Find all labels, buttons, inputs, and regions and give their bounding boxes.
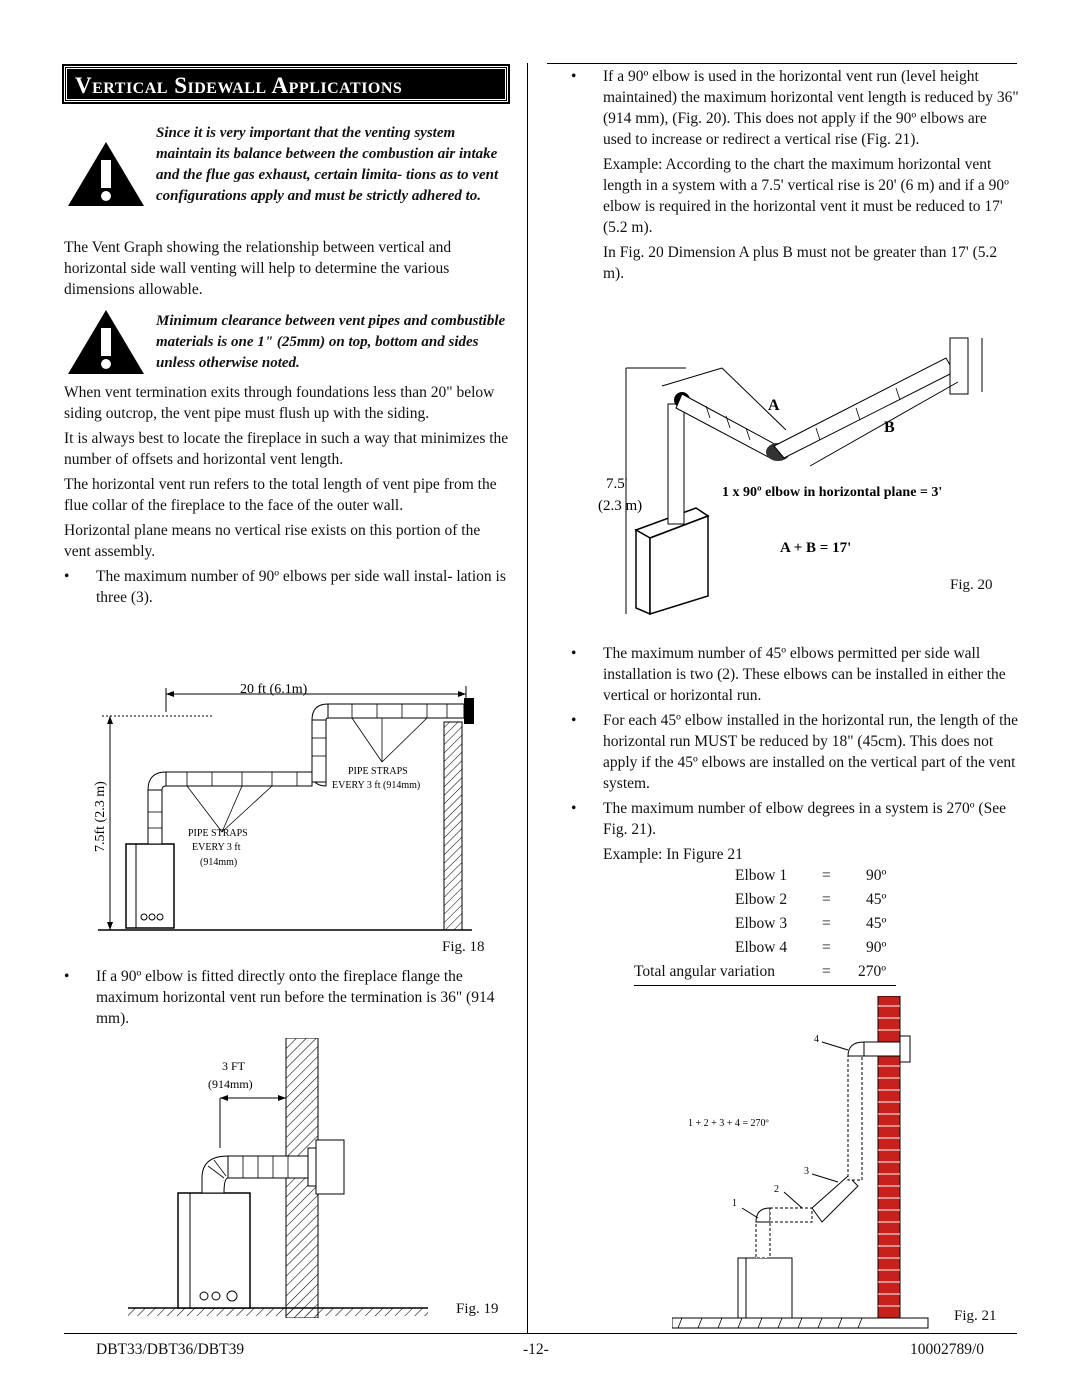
warning-text-2: Minimum clearance between vent pipes and combustible materials is one 1" (25mm) on top, bottom and sides unless otherwise noted. (156, 313, 506, 371)
section-heading-text: Vertical Sidewall Applications (75, 73, 403, 98)
fig20-rise-ft: 7.5' (606, 476, 628, 492)
fig18-vertical-label: 7.5ft (2.3 m) (93, 781, 108, 852)
bullet-max-degrees: • The maximum number of elbow degrees in a system is 270º (See Fig. 21). (571, 798, 1019, 840)
fig19-caption: Fig. 19 (456, 1301, 499, 1317)
footer-page-number: -12- (523, 1341, 549, 1358)
elbow-value: 45º (866, 915, 887, 932)
elbow-eq: = (822, 939, 831, 956)
elbow-value: 90º (866, 867, 887, 884)
fig19-label-mm: (914mm) (208, 1077, 253, 1091)
bullet-fitted-elbow: • If a 90º elbow is fitted directly onto the fireplace flange the maximum horizontal vent run before the termination is 36" (914 mm). (64, 966, 510, 1029)
fig20-dimension-text: In Fig. 20 Dimension A plus B must not be greater than 17' (5.2 m). (603, 244, 998, 282)
figure-20 (596, 318, 1016, 618)
bullet-level-height: • If a 90º elbow is used in the horizontal vent run (level height maintained) the maximum horizontal vent length is reduced by 36" (914 mm), (Fig. 20). This does not apply if the 90º elbows are used to increase or redirect a vertical rise (Fig. 21). (571, 66, 1019, 150)
elbow-label: Elbow 2 (735, 891, 788, 908)
elbow-label: Elbow 4 (735, 939, 788, 956)
example-figure-21: Example: In Figure 21 (603, 846, 743, 863)
elbow-row (634, 889, 904, 913)
warning-text-1: Since it is very important that the venting system maintain its balance between the combustion air intake and the flue gas exhaust, certain limita- tions as to vent configurations apply and must be strictly adhered to. (156, 125, 499, 204)
fig21-formula: 1 + 2 + 3 + 4 = 270º (688, 1118, 769, 1129)
example-chart: Example: According to the chart the maximum horizontal vent length in a system with a 7.5' vertical rise is 20' (6 m) and if a 90º elbow is required in the horizontal vent it must be reduced to 17' (5.2 m). (603, 156, 1009, 236)
fig18-straps-right: PIPE STRAPS (348, 766, 408, 777)
fig21-n4: 4 (814, 1034, 819, 1045)
fig18-horizontal-label: 20 ft (6.1m) (240, 682, 308, 697)
elbow-label: Elbow 3 (735, 915, 788, 932)
column-divider (527, 63, 528, 1333)
fig18-caption: Fig. 18 (442, 939, 485, 955)
fig18-straps-left-every: EVERY 3 ft (192, 842, 241, 853)
elbow-eq: = (822, 867, 831, 884)
fig20-sum: A + B = 17' (780, 540, 852, 556)
fig21-n2: 2 (774, 1184, 779, 1195)
elbow-row (634, 937, 904, 961)
left-body-text (64, 382, 510, 612)
fig18-straps-right-every: EVERY 3 ft (914mm) (332, 780, 421, 791)
fig20-caption: Fig. 20 (950, 577, 993, 593)
bullet-max-90: • The maximum number of 90º elbows per side wall instal- lation is three (3). (64, 566, 510, 608)
section-heading (64, 66, 508, 102)
elbow-total-row (634, 961, 896, 986)
elbow-row (634, 913, 904, 937)
figure-19 (128, 1038, 518, 1318)
elbow-row (634, 865, 904, 889)
right-body-text-2 (571, 643, 1019, 869)
elbow-value: 45º (866, 891, 887, 908)
footer-document-id: 10002789/0 (910, 1341, 985, 1358)
bullet-each-45: • For each 45º elbow installed in the horizontal run, the length of the horizontal run MUST be reduced by 18" (45cm). This does not apply if the 45º elbows are installed on the vertical part of the vent system. (571, 710, 1019, 794)
elbow-eq: = (822, 891, 831, 908)
fig18-straps-left-mm: (914mm) (200, 857, 238, 868)
fig20-label-b: B (884, 419, 895, 436)
para-horizontal-plane: Horizontal plane means no vertical rise exists on this portion of the vent assembly. (64, 522, 481, 560)
fig21-caption: Fig. 21 (954, 1308, 997, 1324)
fig20-label-a: A (768, 397, 780, 414)
figure-18 (92, 672, 502, 934)
para-locate: It is always best to locate the fireplace in such a way that minimizes the number of offsets and horizontal vent length. (64, 430, 509, 468)
warning-icon-2 (66, 308, 146, 376)
elbow-eq: = (822, 915, 831, 932)
elbow-value: 90º (866, 939, 887, 956)
elbow-table (634, 865, 904, 986)
elbow-label: Elbow 1 (735, 867, 788, 884)
left-body-text-2 (64, 966, 510, 1033)
fig19-label-ft: 3 FT (222, 1059, 246, 1073)
para-horizontal-run: The horizontal vent run refers to the total length of vent pipe from the flue collar of the fireplace to the face of the outer wall. (64, 476, 497, 514)
para-vent-graph: The Vent Graph showing the relationship between vertical and horizontal side wall venting will help to determine the various dimensions allowable. (64, 239, 452, 298)
elbow-total-eq: = (822, 963, 831, 980)
warning-icon-1 (66, 140, 146, 208)
fig21-n3: 3 (804, 1166, 809, 1177)
elbow-total-label: Total angular variation (634, 963, 775, 980)
elbow-total-value: 270º (858, 963, 887, 980)
right-body-text-1 (571, 66, 1019, 288)
fig20-rise-m: (2.3 m) (598, 498, 643, 514)
footer-model: DBT33/DBT36/DBT39 (96, 1341, 245, 1358)
para-foundation: When vent termination exits through foundations less than 20" below siding outcrop, the vent pipe must flush up with the siding. (64, 384, 495, 422)
footer-rule (64, 1333, 1017, 1334)
figure-21 (672, 996, 932, 1332)
fig21-n1: 1 (732, 1198, 737, 1209)
fig20-elbow-note: 1 x 90º elbow in horizontal plane = 3' (722, 485, 943, 500)
top-rule-right (547, 63, 1017, 64)
bullet-max-45: • The maximum number of 45º elbows permitted per side wall installation is two (2). These elbows can be installed in either the vertical or horizontal run. (571, 643, 1019, 706)
fig18-straps-left: PIPE STRAPS (188, 828, 248, 839)
